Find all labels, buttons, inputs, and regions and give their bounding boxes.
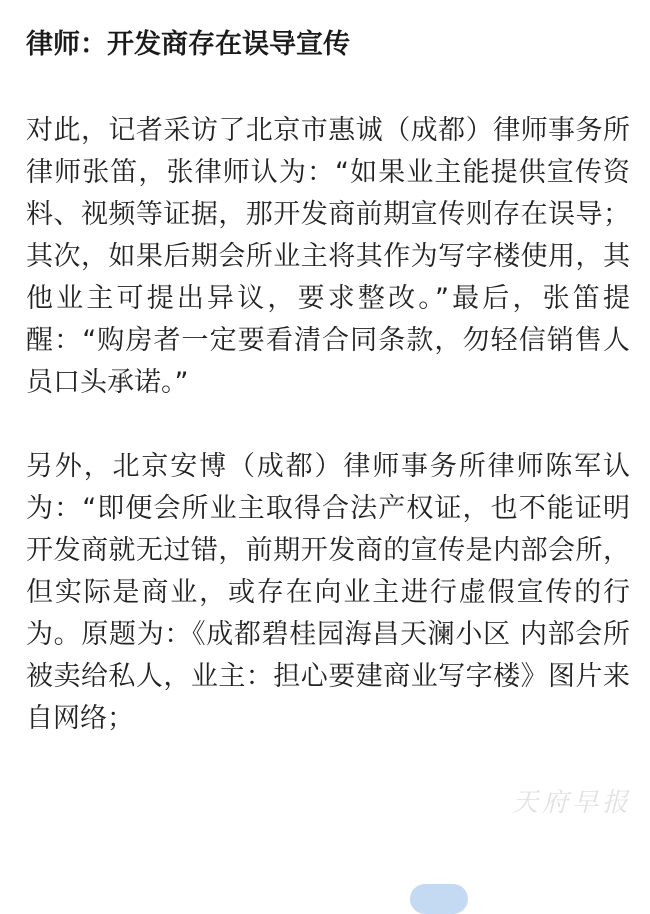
paragraph-lawyer-zhang: 对此，记者采访了北京市惠诚（成都）律师事务所律师张笛，张律师认为：“如果业主能提供宣传资料、视频等证据，那开发商前期宣传则存在误导；其次，如果后期会所业主将其作为写字楼使用，其他业主可提出异议，要求整改。”最后，张笛提醒：“购房者一定要看清合同条款，勿轻信销售人员口头承诺。” (26, 115, 630, 398)
section-heading: 律师：开发商存在误导宣传 (26, 29, 350, 60)
article-body (26, 22, 630, 740)
watermark-logo: 天府早报 (511, 788, 632, 818)
floating-action-badge[interactable] (410, 884, 468, 914)
paragraph-lawyer-chen: 另外，北京安博（成都）律师事务所律师陈军认为：“即便会所业主取得合法产权证，也不能证明开发商就无过错，前期开发商的宣传是内部会所，但实际是商业，或存在向业主进行虚假宣传的行为。原题为：《成都碧桂园海昌天澜小区 内部会所被卖给私人，业主：担心要建商业写字楼》图片来自网络； (26, 451, 630, 734)
